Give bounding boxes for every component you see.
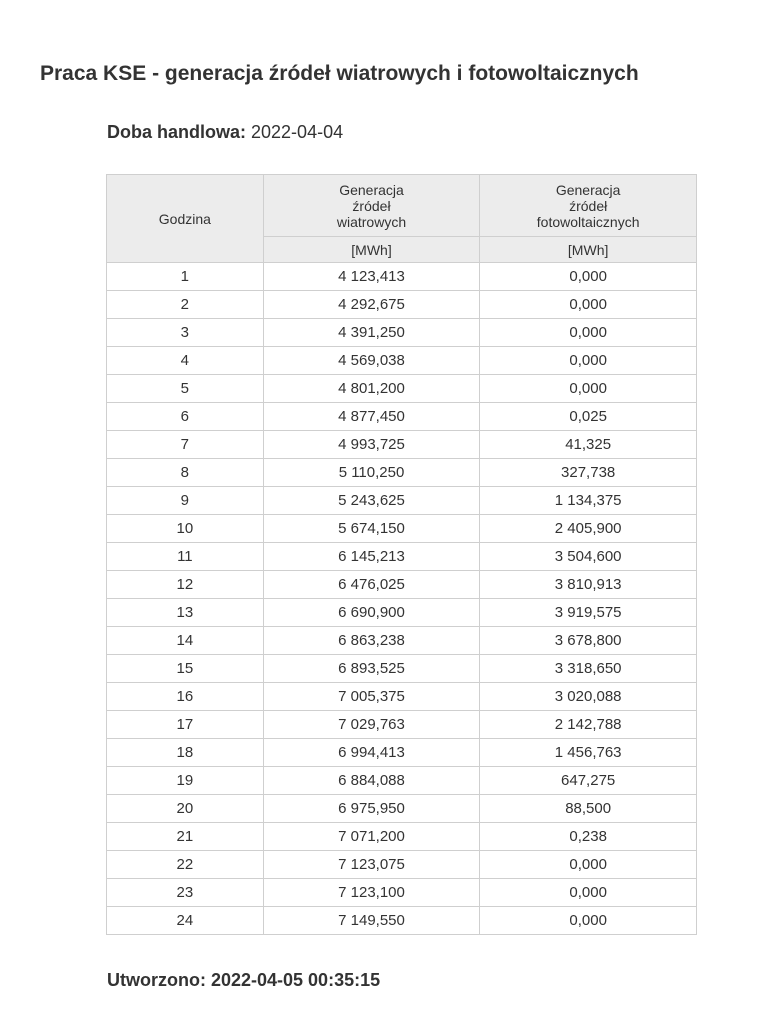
wind-cell: 7 123,075 <box>263 851 480 879</box>
pv-cell: 0,000 <box>480 879 697 907</box>
pv-cell: 0,000 <box>480 291 697 319</box>
table-row <box>107 683 697 711</box>
pv-cell: 0,000 <box>480 319 697 347</box>
table-body <box>107 263 697 935</box>
table-row <box>107 823 697 851</box>
hour-cell: 12 <box>107 571 264 599</box>
pv-cell: 0,025 <box>480 403 697 431</box>
pv-cell: 0,000 <box>480 907 697 935</box>
wind-cell: 7 071,200 <box>263 823 480 851</box>
table-row <box>107 319 697 347</box>
pv-cell: 2 405,900 <box>480 515 697 543</box>
wind-cell: 6 884,088 <box>263 767 480 795</box>
wind-cell: 4 123,413 <box>263 263 480 291</box>
hour-cell: 16 <box>107 683 264 711</box>
hour-cell: 13 <box>107 599 264 627</box>
hour-cell: 5 <box>107 375 264 403</box>
pv-cell: 3 020,088 <box>480 683 697 711</box>
wind-header-line: wiatrowych <box>336 213 407 230</box>
wind-cell: 5 110,250 <box>263 459 480 487</box>
wind-cell: 6 994,413 <box>263 739 480 767</box>
pv-cell: 3 810,913 <box>480 571 697 599</box>
wind-cell: 6 893,525 <box>263 655 480 683</box>
pv-cell: 327,738 <box>480 459 697 487</box>
pv-cell: 0,000 <box>480 347 697 375</box>
hour-cell: 2 <box>107 291 264 319</box>
hour-cell: 9 <box>107 487 264 515</box>
trading-day-value: 2022-04-04 <box>251 122 344 142</box>
trading-day-label: Doba handlowa: <box>107 122 246 142</box>
wind-cell: 4 801,200 <box>263 375 480 403</box>
wind-header-line: źródeł <box>352 197 391 214</box>
wind-cell: 6 476,025 <box>263 571 480 599</box>
pv-header-line: fotowoltaicznych <box>536 213 640 230</box>
pv-cell: 0,000 <box>480 375 697 403</box>
pv-cell: 3 678,800 <box>480 627 697 655</box>
hour-cell: 21 <box>107 823 264 851</box>
hour-cell: 1 <box>107 263 264 291</box>
pv-cell: 647,275 <box>480 767 697 795</box>
wind-cell: 7 149,550 <box>263 907 480 935</box>
wind-cell: 4 391,250 <box>263 319 480 347</box>
page-title: Praca KSE - generacja źródeł wiatrowych i fotowoltaicznych <box>40 62 639 85</box>
hour-cell: 14 <box>107 627 264 655</box>
wind-cell: 6 690,900 <box>263 599 480 627</box>
wind-cell: 4 569,038 <box>263 347 480 375</box>
pv-cell: 1 134,375 <box>480 487 697 515</box>
table-row <box>107 487 697 515</box>
wind-cell: 4 993,725 <box>263 431 480 459</box>
pv-cell: 88,500 <box>480 795 697 823</box>
table-row <box>107 515 697 543</box>
wind-cell: 7 123,100 <box>263 879 480 907</box>
pv-cell: 0,238 <box>480 823 697 851</box>
created-timestamp: Utworzono: 2022-04-05 00:35:15 <box>107 970 381 990</box>
pv-cell: 2 142,788 <box>480 711 697 739</box>
wind-cell: 6 975,950 <box>263 795 480 823</box>
hour-cell: 17 <box>107 711 264 739</box>
pv-cell: 0,000 <box>480 263 697 291</box>
table-row <box>107 599 697 627</box>
table-header <box>107 175 697 263</box>
hour-cell: 15 <box>107 655 264 683</box>
table-row <box>107 907 697 935</box>
wind-cell: 5 243,625 <box>263 487 480 515</box>
pv-header-line: Generacja <box>555 181 621 198</box>
wind-header-line: Generacja <box>339 181 404 198</box>
table-row <box>107 347 697 375</box>
table-row <box>107 375 697 403</box>
table-row <box>107 403 697 431</box>
hour-cell: 11 <box>107 543 264 571</box>
table-row <box>107 767 697 795</box>
pv-cell: 3 504,600 <box>480 543 697 571</box>
table-row <box>107 795 697 823</box>
hour-cell: 7 <box>107 431 264 459</box>
hour-cell: 18 <box>107 739 264 767</box>
wind-cell: 4 877,450 <box>263 403 480 431</box>
wind-cell: 6 863,238 <box>263 627 480 655</box>
hour-cell: 3 <box>107 319 264 347</box>
hour-cell: 6 <box>107 403 264 431</box>
table-row <box>107 739 697 767</box>
pv-cell: 3 919,575 <box>480 599 697 627</box>
hour-column-header: Godzina <box>107 175 264 263</box>
hour-cell: 20 <box>107 795 264 823</box>
hour-cell: 23 <box>107 879 264 907</box>
wind-cell: 6 145,213 <box>263 543 480 571</box>
wind-cell: 5 674,150 <box>263 515 480 543</box>
wind-cell: 4 292,675 <box>263 291 480 319</box>
table-row <box>107 571 697 599</box>
wind-unit-header: [MWh] <box>263 237 480 263</box>
hour-cell: 8 <box>107 459 264 487</box>
table-row <box>107 431 697 459</box>
wind-column-header <box>263 175 480 237</box>
pv-column-header <box>480 175 697 237</box>
table-row <box>107 291 697 319</box>
generation-table <box>106 174 697 935</box>
wind-cell: 7 005,375 <box>263 683 480 711</box>
hour-cell: 19 <box>107 767 264 795</box>
pv-unit-header: [MWh] <box>480 237 697 263</box>
hour-cell: 10 <box>107 515 264 543</box>
trading-day <box>107 122 343 143</box>
table-row <box>107 263 697 291</box>
table-row <box>107 543 697 571</box>
hour-cell: 24 <box>107 907 264 935</box>
table-row <box>107 459 697 487</box>
pv-cell: 0,000 <box>480 851 697 879</box>
pv-cell: 1 456,763 <box>480 739 697 767</box>
pv-cell: 3 318,650 <box>480 655 697 683</box>
table-row <box>107 879 697 907</box>
table-row <box>107 851 697 879</box>
table-row <box>107 627 697 655</box>
hour-cell: 4 <box>107 347 264 375</box>
pv-header-line: źródeł <box>569 197 608 214</box>
hour-cell: 22 <box>107 851 264 879</box>
wind-cell: 7 029,763 <box>263 711 480 739</box>
table-row <box>107 711 697 739</box>
table-row <box>107 655 697 683</box>
pv-cell: 41,325 <box>480 431 697 459</box>
